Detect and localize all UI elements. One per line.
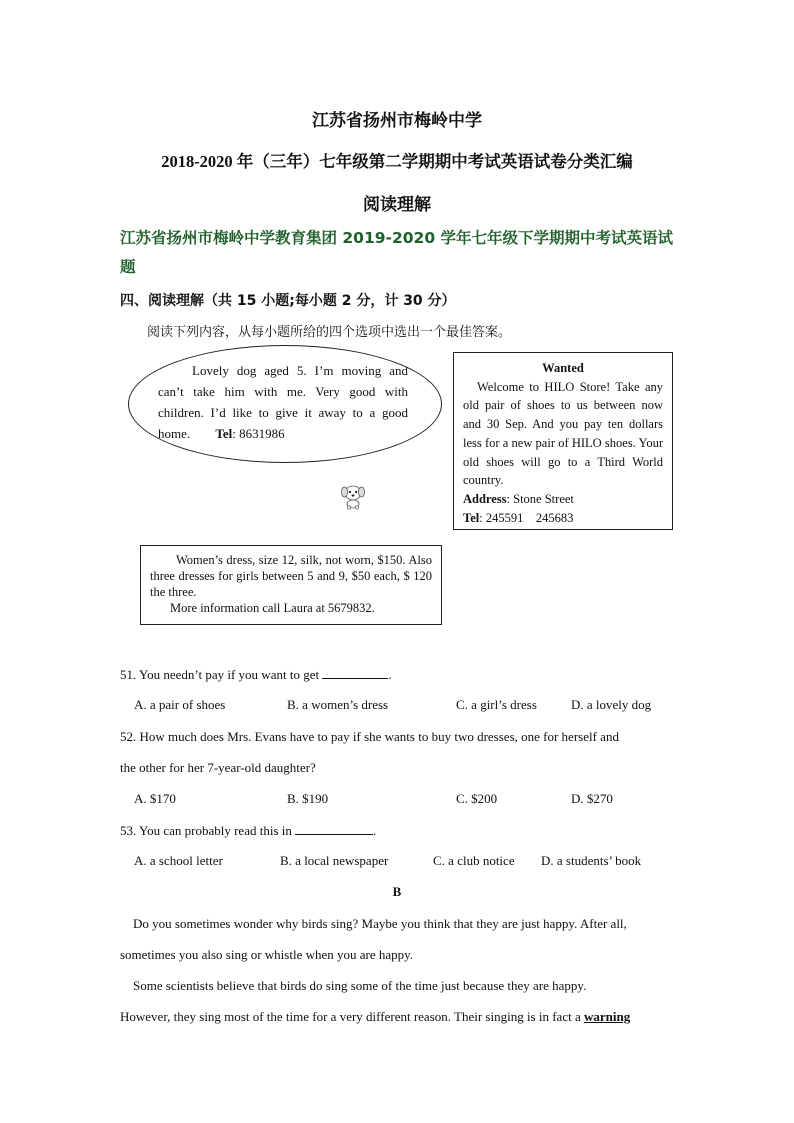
wanted-ad-title: Wanted bbox=[542, 361, 584, 375]
passage-b-p2-line2 bbox=[120, 1009, 672, 1025]
question-53-stem: 53. You can probably read this in bbox=[120, 823, 292, 838]
question-51-option-c: C. a girl’s dress bbox=[456, 697, 537, 712]
question-53-option-b: B. a local newspaper bbox=[280, 853, 389, 868]
dress-ad-box bbox=[140, 545, 442, 625]
wanted-ad-tel-value: : 245591 245683 bbox=[479, 510, 574, 525]
question-53 bbox=[120, 822, 376, 839]
answer-blank bbox=[322, 666, 388, 679]
question-51-option-b: B. a women’s dress bbox=[287, 697, 389, 712]
wanted-ad-address-value: : Stone Street bbox=[506, 491, 574, 506]
puppy-icon bbox=[338, 482, 368, 510]
passage-b-p2-line2-text: However, they sing most of the time for a very different reason. Their singing is in fact a bbox=[120, 1009, 581, 1024]
question-53-option-c: C. a club notice bbox=[433, 853, 515, 868]
question-51-option-a: A. a pair of shoes bbox=[134, 697, 226, 712]
dress-ad-text: Women’s dress, size 12, silk, not worn, $150. Also three dresses for girls between 5 and 9, $50 each, $ 120 the three. bbox=[150, 553, 432, 599]
question-53-option-d: D. a students’ book bbox=[541, 853, 642, 868]
category-title: 阅读理解 bbox=[363, 195, 431, 215]
wanted-ad-tel-label: Tel bbox=[463, 510, 480, 525]
question-52-option-c: C. $200 bbox=[456, 791, 498, 806]
dress-ad-contact: More information call Laura at 5679832. bbox=[170, 601, 375, 615]
question-52-option-a: A. $170 bbox=[134, 791, 176, 806]
passage-b-emphasis: warning bbox=[583, 1009, 631, 1024]
question-53-option-a: A. a school letter bbox=[134, 853, 223, 868]
dog-ad-tel-label: Tel bbox=[215, 426, 233, 441]
passage-b-p1-line2: sometimes you also sing or whistle when you are happy. bbox=[120, 947, 414, 962]
question-51 bbox=[120, 666, 392, 683]
wanted-ad-text: Welcome to HILO Store! Take any old pair of shoes to us between now and 30 Sep. And you pay ten dollars less for a new pair of HILO shoes. Your old shoes will go to a Third World country. bbox=[463, 379, 663, 488]
question-51-option-d: D. a lovely dog bbox=[571, 697, 652, 712]
dog-ad bbox=[158, 360, 408, 444]
section-heading: 四、阅读理解（共 15 小题;每小题 2 分，计 30 分） bbox=[120, 293, 456, 309]
source-title-line2: 题 bbox=[120, 258, 136, 276]
question-52-stem: 52. How much does Mrs. Evans have to pay if she wants to buy two dresses, one for herself and bbox=[120, 729, 619, 744]
section-instruction: 阅读下列内容，从每小题所给的四个选项中选出一个最佳答案。 bbox=[147, 325, 512, 340]
wanted-ad-address-label: Address bbox=[463, 491, 507, 506]
source-title bbox=[120, 224, 680, 282]
answer-blank bbox=[295, 822, 373, 835]
question-52-option-d: D. $270 bbox=[571, 791, 613, 806]
wanted-ad-tel bbox=[463, 509, 663, 528]
dog-ad-text bbox=[158, 360, 408, 444]
dog-ad-tel: : 8631986 bbox=[232, 426, 285, 441]
question-51-end: . bbox=[388, 667, 392, 682]
source-title-line1: 江苏省扬州市梅岭中学教育集团 2019-2020 学年七年级下学期期中考试英语试 bbox=[120, 229, 674, 247]
question-52-stem-line2: the other for her 7-year-old daughter? bbox=[120, 760, 316, 775]
passage-b-label: B bbox=[392, 884, 402, 899]
school-title: 江苏省扬州市梅岭中学 bbox=[312, 111, 482, 131]
passage-b-p2-line1: Some scientists believe that birds do sing some of the time just because they are happy. bbox=[133, 978, 587, 993]
passage-b-p1-line1: Do you sometimes wonder why birds sing? Maybe you think that they are just happy. After all, bbox=[133, 916, 627, 931]
wanted-ad-box bbox=[453, 352, 673, 530]
compilation-title: 2018-2020 年（三年）七年级第二学期期中考试英语试卷分类汇编 bbox=[161, 152, 633, 171]
wanted-ad-address bbox=[463, 490, 663, 509]
dog-ad-body: Lovely dog aged 5. I’m moving and can’t take him with me. Very good with children. I’d like to give it away to a good home. bbox=[158, 363, 408, 441]
question-52-option-b: B. $190 bbox=[287, 791, 329, 806]
question-53-end: . bbox=[373, 823, 377, 838]
question-51-stem: 51. You needn’t pay if you want to get bbox=[120, 667, 320, 682]
